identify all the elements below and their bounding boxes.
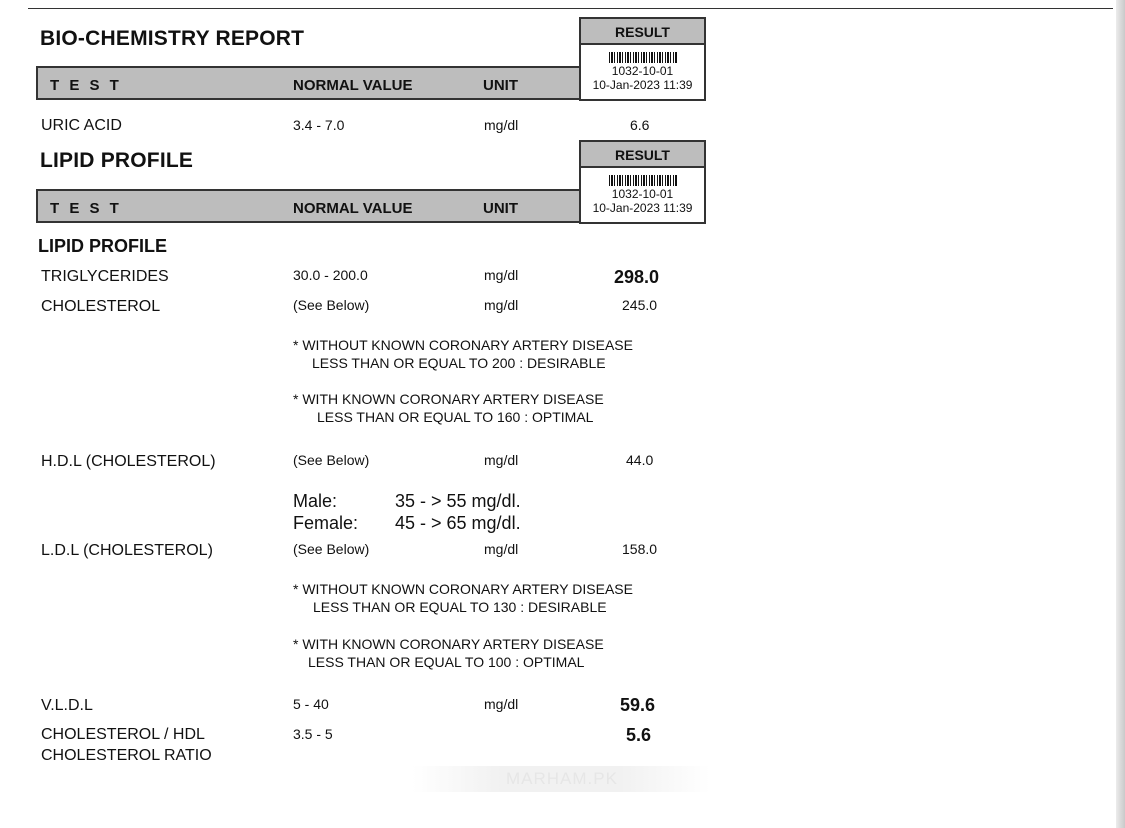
normal-value: 5 - 40 bbox=[293, 696, 329, 712]
test-name: L.D.L (CHOLESTEROL) bbox=[41, 542, 213, 559]
page-top-rule bbox=[28, 8, 1113, 9]
sample-id: 1032-10-01 bbox=[611, 187, 674, 201]
reference-note: * WITH KNOWN CORONARY ARTERY DISEASE bbox=[293, 391, 604, 407]
column-header-result: RESULT bbox=[581, 142, 704, 168]
result-value: 6.6 bbox=[630, 117, 650, 133]
reference-note: * WITH KNOWN CORONARY ARTERY DISEASE bbox=[293, 636, 604, 652]
normal-value: (See Below) bbox=[293, 452, 370, 468]
result-header-box bbox=[579, 17, 706, 101]
test-name: URIC ACID bbox=[41, 117, 122, 134]
result-value: 158.0 bbox=[622, 541, 658, 557]
test-name: CHOLESTEROL bbox=[41, 298, 161, 315]
sample-datetime: 10-Jan-2023 11:39 bbox=[592, 201, 693, 215]
unit: mg/dl bbox=[484, 117, 519, 133]
result-value: 245.0 bbox=[622, 297, 658, 313]
table-header-lipid bbox=[36, 189, 581, 223]
reference-male-label: Male: bbox=[293, 491, 338, 511]
sample-id: 1032-10-01 bbox=[611, 64, 674, 78]
normal-value: 3.4 - 7.0 bbox=[293, 117, 345, 133]
result-value: 44.0 bbox=[626, 452, 654, 468]
column-header-result: RESULT bbox=[581, 19, 704, 45]
normal-value: 30.0 - 200.0 bbox=[293, 267, 368, 283]
barcode-icon bbox=[609, 175, 677, 186]
barcode-icon bbox=[609, 52, 677, 63]
section-title-lipid-profile: LIPID PROFILE bbox=[40, 149, 194, 172]
normal-value: (See Below) bbox=[293, 541, 370, 557]
sample-datetime: 10-Jan-2023 11:39 bbox=[592, 78, 693, 92]
reference-female-label: Female: bbox=[293, 513, 359, 533]
table-header-biochemistry bbox=[36, 66, 581, 100]
page-right-edge bbox=[1116, 0, 1125, 828]
reference-note: * WITHOUT KNOWN CORONARY ARTERY DISEASE bbox=[293, 337, 633, 353]
reference-note: LESS THAN OR EQUAL TO 160 : OPTIMAL bbox=[317, 409, 594, 425]
result-value: 298.0 bbox=[614, 267, 660, 287]
result-header-box bbox=[579, 140, 706, 224]
section-title-biochemistry: BIO-CHEMISTRY REPORT bbox=[40, 27, 305, 50]
test-name-line2: CHOLESTEROL RATIO bbox=[41, 747, 212, 764]
normal-value: (See Below) bbox=[293, 297, 370, 313]
unit: mg/dl bbox=[484, 267, 519, 283]
column-header-unit: UNIT bbox=[483, 200, 518, 217]
unit: mg/dl bbox=[484, 696, 519, 712]
unit: mg/dl bbox=[484, 452, 519, 468]
test-name: V.L.D.L bbox=[41, 697, 93, 714]
result-value: 59.6 bbox=[620, 695, 656, 715]
reference-male-range: 35 - > 55 mg/dl. bbox=[395, 491, 521, 511]
normal-value: 3.5 - 5 bbox=[293, 726, 333, 742]
test-name: CHOLESTEROL / HDL bbox=[41, 726, 205, 743]
unit: mg/dl bbox=[484, 297, 519, 313]
column-header-test: T E S T bbox=[50, 200, 122, 217]
column-header-test: T E S T bbox=[50, 77, 122, 94]
result-value: 5.6 bbox=[626, 725, 652, 745]
watermark-text: MARHAM.PK bbox=[506, 769, 618, 788]
watermark bbox=[412, 766, 710, 792]
reference-note: LESS THAN OR EQUAL TO 130 : DESIRABLE bbox=[313, 599, 607, 615]
reference-female-range: 45 - > 65 mg/dl. bbox=[395, 513, 521, 533]
reference-note: * WITHOUT KNOWN CORONARY ARTERY DISEASE bbox=[293, 581, 633, 597]
unit: mg/dl bbox=[484, 541, 519, 557]
column-header-unit: UNIT bbox=[483, 77, 518, 94]
reference-note: LESS THAN OR EQUAL TO 100 : OPTIMAL bbox=[308, 654, 585, 670]
test-name: TRIGLYCERIDES bbox=[41, 268, 169, 285]
column-header-normal-value: NORMAL VALUE bbox=[293, 200, 413, 217]
test-name: H.D.L (CHOLESTEROL) bbox=[41, 453, 216, 470]
column-header-normal-value: NORMAL VALUE bbox=[293, 77, 413, 94]
lipid-subheading: LIPID PROFILE bbox=[38, 236, 168, 256]
reference-note: LESS THAN OR EQUAL TO 200 : DESIRABLE bbox=[312, 355, 606, 371]
